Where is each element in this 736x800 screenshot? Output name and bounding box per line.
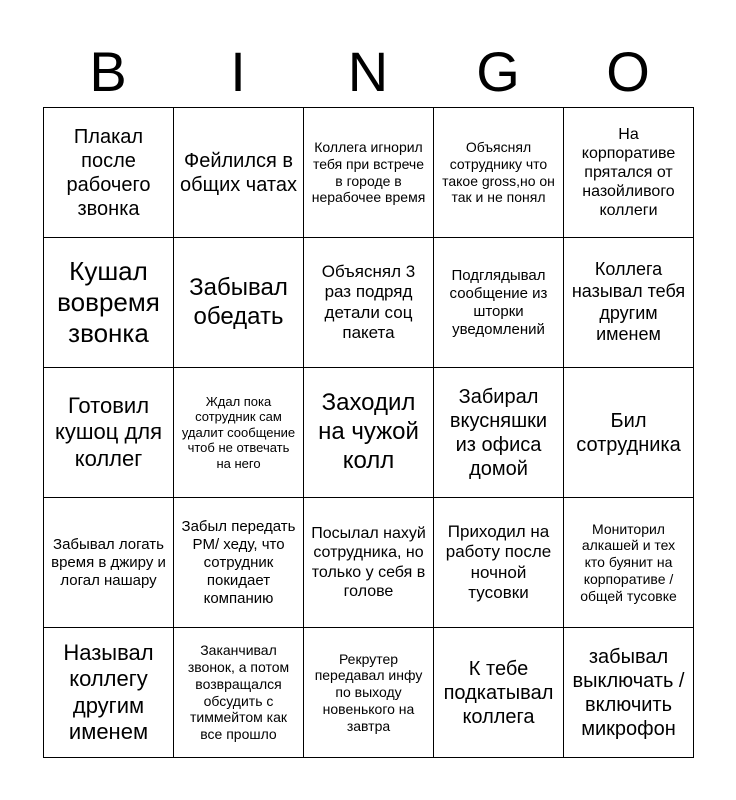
cell-text: Забирал вкусняшки из офиса домой	[449, 385, 548, 480]
bingo-cell[interactable]	[44, 498, 174, 628]
bingo-cell[interactable]	[44, 628, 174, 758]
bingo-cell[interactable]	[564, 108, 694, 238]
grid-row-3	[44, 368, 694, 498]
header-letter-i: I	[230, 40, 246, 103]
cell-text: Готовил кушоц для коллег	[54, 392, 163, 471]
bingo-cell[interactable]	[434, 238, 564, 368]
cell-text: Заканчивал звонок, а потом возвращался обсудить с тиммейтом как все прошло	[187, 642, 290, 743]
bingo-cell[interactable]	[174, 108, 304, 238]
cell-text: На корпоративе прятался от назойливого коллеги	[581, 125, 676, 220]
cell-text: Коллега называл тебя другим именем	[571, 259, 686, 345]
bingo-cell[interactable]	[304, 108, 434, 238]
bingo-cell[interactable]	[564, 238, 694, 368]
bingo-cell[interactable]	[174, 498, 304, 628]
bingo-cell[interactable]	[174, 368, 304, 498]
bingo-cell[interactable]	[44, 108, 174, 238]
header-letter-g: G	[476, 40, 520, 103]
bingo-cell[interactable]	[434, 368, 564, 498]
cell-text: Мониторил алкашей и тех кто буянит на корпоративе / общей тусовке	[580, 520, 677, 604]
cell-text: Фейлился в общих чатах	[180, 149, 297, 196]
cell-text: забывал выключать / включить микрофон	[572, 645, 685, 740]
bingo-cell[interactable]	[564, 368, 694, 498]
cell-text: Плакал после рабочего звонка	[66, 125, 151, 220]
header-letter-n: N	[347, 40, 389, 103]
bingo-cell[interactable]	[434, 108, 564, 238]
bingo-cell[interactable]	[44, 368, 174, 498]
cell-text: Кушал вовремя звонка	[57, 255, 160, 349]
bingo-cell[interactable]	[564, 498, 694, 628]
cell-text: Рекрутер передавал инфу по выходу новенького на завтра	[314, 650, 423, 734]
cell-text: Забывал логать время в джиру и логал нашару	[51, 535, 166, 589]
cell-text: Бил сотрудника	[576, 409, 681, 456]
bingo-cell[interactable]	[304, 628, 434, 758]
cell-text: Называл коллегу другим именем	[63, 639, 154, 744]
cell-text: Посылал нахуй сотрудника, но только у себя в голове	[311, 525, 426, 600]
bingo-cell[interactable]	[434, 628, 564, 758]
bingo-cell[interactable]	[304, 498, 434, 628]
cell-text: Забыл передать PM/ хеду, что сотрудник покидает компанию	[181, 517, 296, 607]
bingo-cell[interactable]	[174, 238, 304, 368]
cell-text: Заходил на чужой колл	[318, 389, 419, 474]
cell-text: Забывал обедать	[189, 273, 288, 330]
header-letter-b: B	[89, 40, 127, 103]
bingo-header	[43, 40, 693, 104]
grid-row-4	[44, 498, 694, 628]
header-letter-o: O	[606, 40, 650, 103]
grid-row-2	[44, 238, 694, 368]
cell-text: К тебе подкатывал коллега	[443, 657, 554, 728]
cell-text: Коллега игнорил тебя при встрече в городе в нерабочее время	[311, 138, 426, 206]
bingo-cell[interactable]	[44, 238, 174, 368]
grid-row-5	[44, 628, 694, 758]
bingo-cell[interactable]	[434, 498, 564, 628]
bingo-cell[interactable]	[564, 628, 694, 758]
grid-row-1	[44, 108, 694, 238]
bingo-cell[interactable]	[304, 238, 434, 368]
cell-text: Объяснял сотруднику что такое gross,но он так и не понял	[442, 138, 555, 206]
cell-text: Ждал пока сотрудник сам удалит сообщение чтоб не отвечать на него	[181, 393, 296, 471]
bingo-grid	[43, 107, 694, 758]
bingo-cell[interactable]	[174, 628, 304, 758]
cell-text: Приходил на работу после ночной тусовки	[445, 521, 552, 602]
bingo-cell[interactable]	[304, 368, 434, 498]
cell-text: Объяснял 3 раз подряд детали соц пакета	[321, 261, 416, 342]
cell-text: Подглядывал сообщение из шторки уведомлений	[449, 266, 548, 338]
